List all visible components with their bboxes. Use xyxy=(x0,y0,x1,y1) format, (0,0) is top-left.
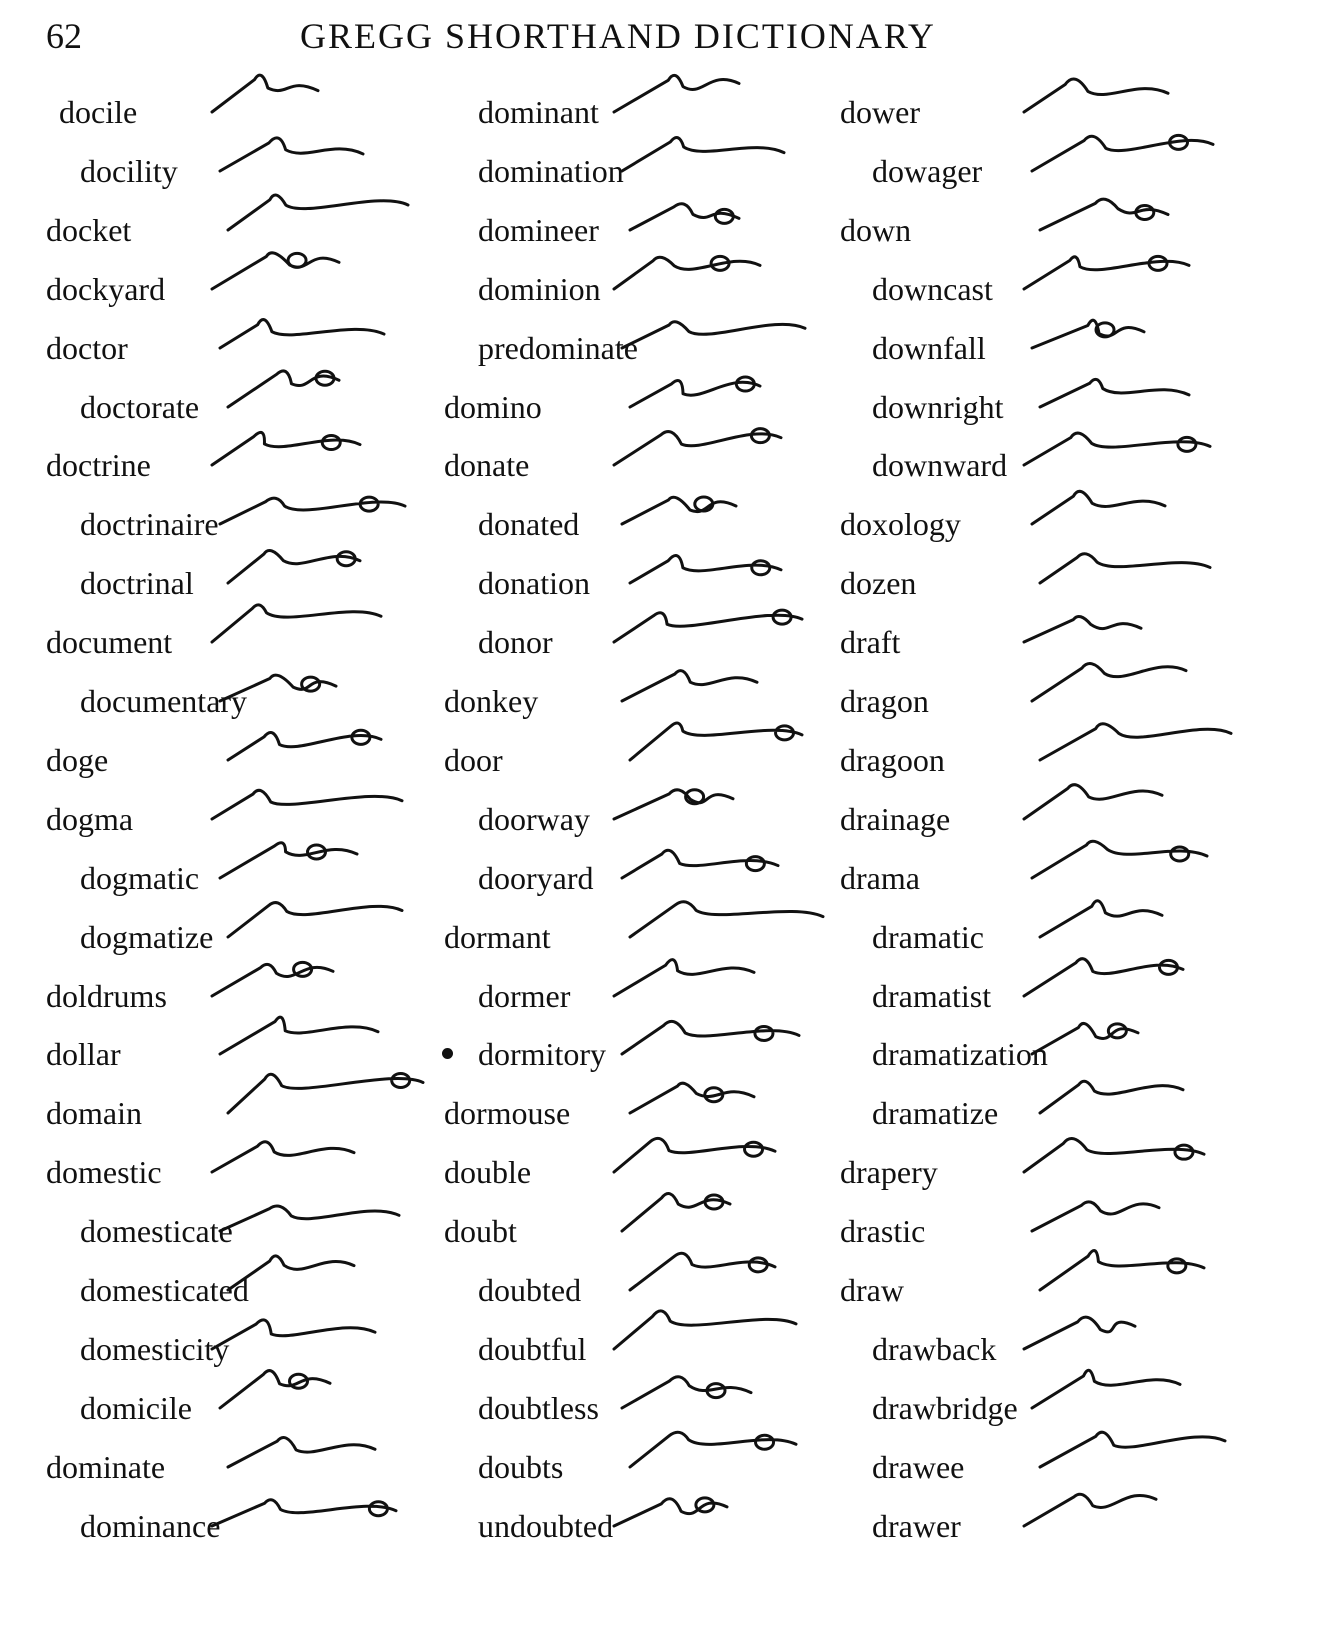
entry-word: docket xyxy=(46,211,132,248)
entry-word: domesticity xyxy=(80,1330,230,1367)
entry-word: docility xyxy=(80,152,178,189)
entry-word: drama xyxy=(840,859,920,896)
entry-word: dockyard xyxy=(46,270,166,307)
entry-word: doubts xyxy=(478,1448,564,1485)
entry-word: downward xyxy=(872,447,1008,484)
entry-word: predominate xyxy=(478,329,638,366)
dictionary-entry xyxy=(0,1506,470,1558)
entry-word: domineer xyxy=(478,211,599,248)
shorthand-outline xyxy=(610,1484,850,1564)
bullet-marker xyxy=(442,1048,453,1059)
entry-word: dragon xyxy=(840,683,929,719)
shorthand-outline xyxy=(1020,1484,1260,1564)
entry-word: domination xyxy=(478,152,624,189)
entry-word: drawer xyxy=(872,1507,961,1544)
entry-word: doubted xyxy=(478,1272,582,1308)
entry-word: dramatic xyxy=(872,918,984,955)
entry-word: dogma xyxy=(46,800,134,837)
entry-word: draw xyxy=(840,1272,904,1308)
entry-word: domino xyxy=(444,388,542,425)
entry-word: drawbridge xyxy=(872,1389,1018,1426)
entry-word: dogmatize xyxy=(80,918,214,955)
dictionary-entry xyxy=(440,1506,860,1558)
entry-word: drainage xyxy=(840,800,951,837)
entry-word: doge xyxy=(46,741,109,778)
entry-word: domestic xyxy=(46,1154,162,1191)
entry-word: docile xyxy=(59,94,138,130)
entry-word: dogmatic xyxy=(80,859,200,896)
entry-word: doctor xyxy=(46,329,128,366)
entry-word: dozen xyxy=(840,565,917,602)
entry-word: domicile xyxy=(80,1389,192,1426)
entry-word: drapery xyxy=(840,1154,938,1191)
entry-word: doubt xyxy=(444,1213,517,1250)
entry-word: domain xyxy=(46,1095,142,1132)
entry-word: dominant xyxy=(478,94,599,130)
entry-word: double xyxy=(444,1154,532,1191)
entry-word: dormant xyxy=(444,918,551,955)
entry-word: doctrine xyxy=(46,447,151,484)
entry-word: donated xyxy=(478,506,580,543)
entry-word: doorway xyxy=(478,800,590,837)
entry-word: dooryard xyxy=(478,859,594,896)
entry-word: dramatist xyxy=(872,977,992,1014)
entry-word: drastic xyxy=(840,1213,926,1250)
entry-word: donate xyxy=(444,447,530,484)
entry-word: doctrinal xyxy=(80,565,194,602)
entry-word: down xyxy=(840,211,912,248)
entry-word: dormouse xyxy=(444,1095,571,1132)
entry-word: dominance xyxy=(80,1507,221,1544)
entry-word: dollar xyxy=(46,1036,121,1073)
entry-word: documentary xyxy=(80,683,248,719)
entry-word: dramatization xyxy=(872,1036,1048,1073)
entry-word: doldrums xyxy=(46,977,167,1014)
entry-word: doctrinaire xyxy=(80,506,219,543)
entry-word: drawee xyxy=(872,1448,965,1485)
entry-word: dramatize xyxy=(872,1095,999,1132)
page-number: 62 xyxy=(46,16,82,56)
entry-word: domesticate xyxy=(80,1213,233,1250)
entry-word: door xyxy=(444,741,503,778)
shorthand-outline xyxy=(208,1484,448,1564)
dictionary-entry xyxy=(830,1506,1342,1558)
entry-word: doubtless xyxy=(478,1389,599,1426)
entry-word: dower xyxy=(840,94,920,130)
entry-word: dowager xyxy=(872,152,983,189)
running-title: GREGG SHORTHAND DICTIONARY xyxy=(300,16,936,56)
entry-word: dominion xyxy=(478,270,601,307)
entry-word: downright xyxy=(872,388,1004,425)
entry-word: downfall xyxy=(872,329,986,366)
entry-word: drawback xyxy=(872,1330,997,1367)
entry-word: doubtful xyxy=(478,1330,587,1367)
entry-word: dominate xyxy=(46,1448,166,1485)
entry-word: document xyxy=(46,624,173,661)
entry-word: dormitory xyxy=(478,1036,606,1073)
entry-word: dormer xyxy=(478,977,571,1014)
entry-word: donation xyxy=(478,565,590,602)
entry-word: donkey xyxy=(444,683,539,719)
entry-word: dragoon xyxy=(840,741,945,778)
entry-word: downcast xyxy=(872,270,993,307)
entry-word: undoubted xyxy=(478,1507,614,1544)
entry-word: doxology xyxy=(840,506,961,543)
entry-word: domesticated xyxy=(80,1272,249,1308)
entry-word: doctorate xyxy=(80,388,200,425)
entry-word: donor xyxy=(478,624,553,661)
entry-word: draft xyxy=(840,624,901,661)
